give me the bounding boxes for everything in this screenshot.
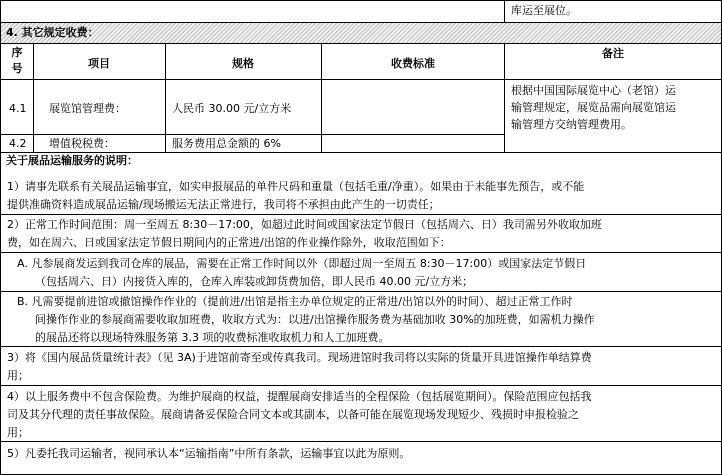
column-divider <box>33 43 34 153</box>
row-4-1-remark <box>511 82 717 133</box>
row-4-2-spec: 服务费用总金额的 6% <box>172 137 281 150</box>
note-line: 的展品还将以现场特殊服务第 3.3 项的收费标准收取机力和人工加班费。 <box>35 331 390 344</box>
note-1 <box>7 178 713 214</box>
note-line: 用； <box>7 426 29 439</box>
divider <box>1 252 721 253</box>
divider <box>1 214 721 215</box>
row-4-2-no: 4.2 <box>9 137 27 150</box>
note-line: 2）正常工作时间范围：周一至周五 8:30－17:00，如超过此时间或国家法定节假日（包括周六、日）我司需另外收取加班 <box>7 218 602 231</box>
remark-line: 输管理规定，展览品需向展览馆运 <box>511 101 676 114</box>
note-5 <box>7 445 713 463</box>
column-divider <box>504 43 505 153</box>
header-no: 序号 <box>11 46 23 75</box>
note-b <box>7 293 713 347</box>
top-row-divider <box>504 1 505 22</box>
divider <box>1 43 721 44</box>
section-title-bar <box>1 23 721 43</box>
divider <box>1 441 721 442</box>
note-line: 4）以上服务费中不包含保险费。为维护展商的权益，提醒展商安排适当的全程保险（包括展览期间）。保险范围应包括我 <box>7 390 592 403</box>
note-2 <box>7 216 713 252</box>
note-line: A. 凡参展商发运到我司仓库的展品，需要在正常工作时间以外（即超过周一至周五 8:30－17:00）或国家法定节假日 <box>17 257 587 270</box>
header-remark: 备注 <box>602 47 624 60</box>
divider <box>1 346 721 347</box>
note-4 <box>7 388 713 442</box>
note-a <box>7 255 713 291</box>
note-line: 3）将《国内展品货量统计表》（见 3A)于进馆前寄至或传真我司。现场进馆时我司将以实际的货量开具进馆操作单结算费 <box>7 351 592 364</box>
row-4-1-no: 4.1 <box>9 102 27 115</box>
row-4-1-spec: 人民币 30.00 元/立方米 <box>172 102 292 115</box>
note-line: 司及其分代理的责任事故保险。展商请备妥保险合同文本或其副本，以备可能在展览现场发现短少、残损时申报检验之 <box>7 408 579 421</box>
divider <box>1 79 721 80</box>
row-4-1-item: 展览馆管理费： <box>49 102 126 115</box>
divider <box>1 291 721 292</box>
section-title: 4. 其它规定收费： <box>6 26 99 39</box>
note-line: 5）凡委托我司运输者，视同承认本“运输指南”中所有条款，运输事宜以此为原则。 <box>7 447 411 460</box>
header-item: 项目 <box>88 57 110 70</box>
note-3 <box>7 349 713 385</box>
note-line: B. 凡需要提前进馆或撤馆操作作业的（提前进/出馆是指主办单位规定的正常进/出馆以外的时间）、超过正常工作时 <box>17 295 573 308</box>
note-line: （包括周六、日）内接货入库的，仓库入库装或卸货费加倍，即人民币 40.00 元/立方米； <box>35 275 474 288</box>
column-divider <box>165 43 166 153</box>
notes-title: 关于展品运输服务的说明： <box>6 154 138 167</box>
note-line: 1）请事先联系有关展品运输事宜，如实申报展品的单件尺码和重量（包括毛重/净重）。如果由于未能事先预告，或不能 <box>7 180 585 193</box>
remark-line: 根据中国国际展览中心（老馆）运 <box>511 84 676 97</box>
top-row-text: 库运至展位。 <box>511 4 577 17</box>
header-fee: 收费标准 <box>391 57 435 70</box>
note-line: 用； <box>7 369 29 382</box>
remark-line: 输管理方交纳管理费用。 <box>511 118 632 131</box>
note-line: 间操作作业的参展商需要收取加班费，收取方式为：以进/出馆操作服务费为基础加收 30%的加班费，如需机力操作 <box>35 313 595 326</box>
header-spec: 规格 <box>232 57 254 70</box>
divider <box>1 385 721 386</box>
column-divider <box>321 43 322 153</box>
row-4-2-item: 增值税税费： <box>49 137 115 150</box>
note-line: 费，如在周六、日或国家法定节假日期间内的正常进/出馆的作业操作除外，收取范围如下： <box>7 236 451 249</box>
note-line: 提供准确资料造成展品运输/现场搬运无法正常进行，我司将不承担由此产生的一切责任； <box>7 198 440 211</box>
